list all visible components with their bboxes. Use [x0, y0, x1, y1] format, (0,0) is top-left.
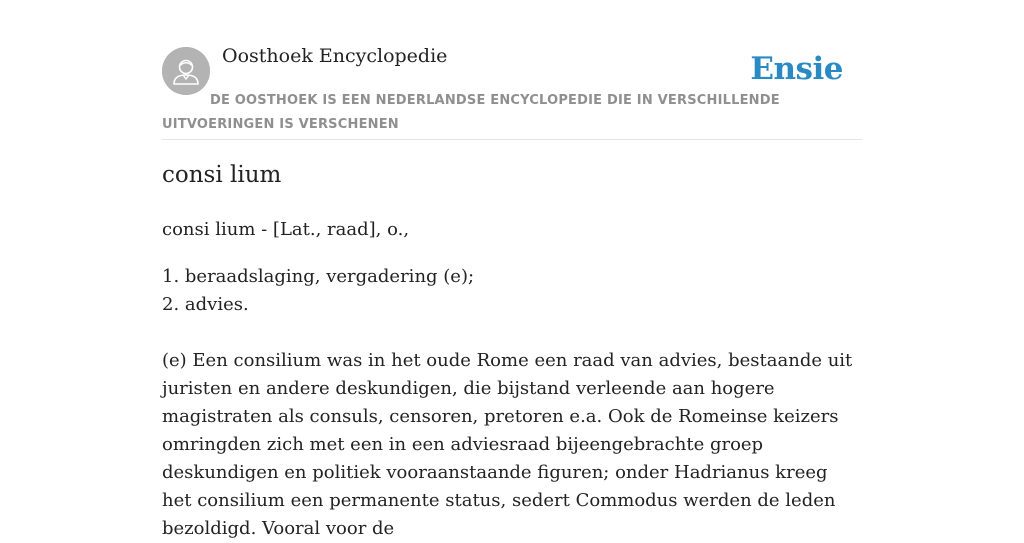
user-icon: [162, 47, 210, 95]
site-header: [162, 0, 862, 140]
entry-note: (e) Een consilium was in het oude Rome een raad van advies, bestaande uit juristen en andere deskundigen, die bijstand verleende aan hogere magistraten als consuls, censoren, pretoren e.a. Ook de Romeinse keizers omringden zich met een in een adviesraad bijeengebrachte groep deskundigen en politiek vooraanstaande figuren; onder Hadrianus kreeg het consilium een permanente status, sedert Commodus werden de leden bezoldigd. Vooral voor de: [162, 350, 853, 539]
entry-headword-line: consi lium - [Lat., raad], o.,: [162, 219, 410, 240]
content-container: [162, 0, 862, 539]
entry-senses: [162, 263, 862, 319]
site-title-link[interactable]: Oosthoek Encyclopedie: [222, 45, 448, 67]
entry-title: consi lium: [162, 162, 282, 188]
sense-item: 2. advies.: [162, 294, 249, 315]
author-avatar[interactable]: [162, 47, 210, 95]
sense-item: 1. beraadslaging, vergadering (e);: [162, 266, 475, 287]
site-description: DE OOSTHOEK IS EEN NEDERLANDSE ENCYCLOPEDIE DIE IN VERSCHILLENDE UITVOERINGEN IS VERSCHENEN: [162, 93, 780, 132]
ensie-logo-link[interactable]: Ensie: [750, 51, 843, 87]
